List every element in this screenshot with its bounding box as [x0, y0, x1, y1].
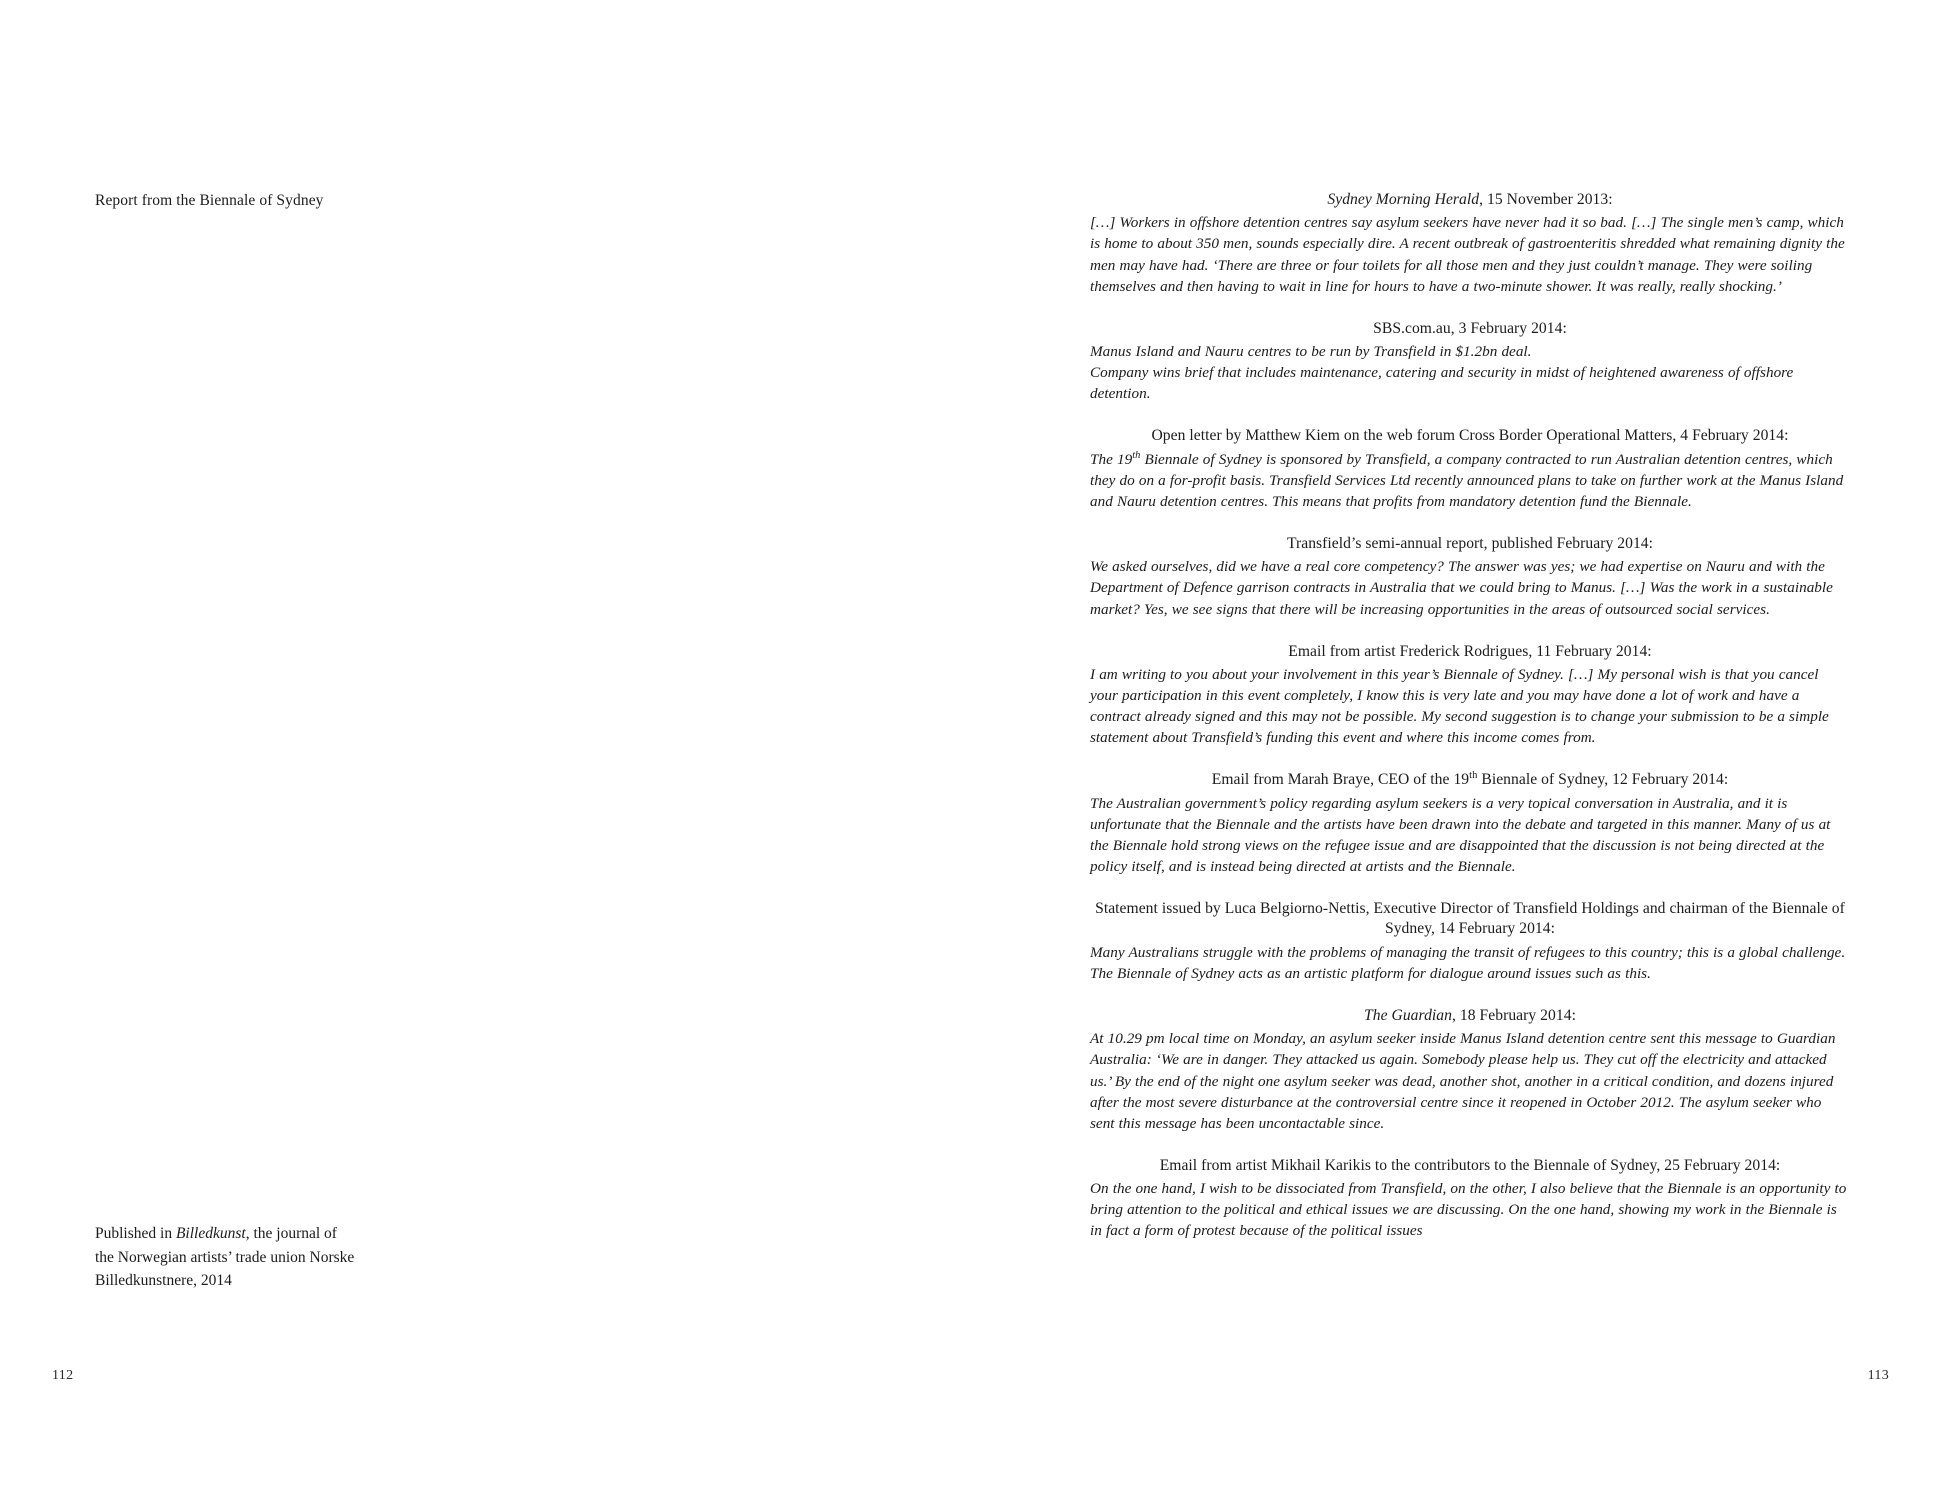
quotation-body: […] Workers in offshore detention centres say asylum seekers have never had it so bad. […] The single men’s camp, which is home to about 350 men, sounds especially dire. A recent outbreak of gastroenteritis shredded what remaining dignity the men may have had. ‘There are three or four toilets for all those men and they just couldn’t manage. They were soiling themselves and then having to wait in line for hours to have a two-minute shower. It was really, really shocking.’ — [1090, 214, 1845, 295]
publication-note-journal: Billedkunst — [175, 1225, 246, 1242]
quotation-body: I am writing to you about your involvement in this year’s Biennale of Sydney. […] My personal wish is that you cancel your participation in this event completely, I know this is very late and you may have done a lot of work and have a contract already signed and this may not be possible. My second suggestion is to change your submission to be a simple statement about Transfield’s funding this event and where this income comes from. — [1090, 665, 1829, 747]
quotation-body: At 10.29 pm local time on Monday, an asylum seeker inside Manus Island detention centre sent this message to Guardian Australia: ‘We are in danger. They attacked us again. Somebody please help us. They cut off the electricity and attacked us.’ By the end of the night one asylum seeker was dead, another shot, another in a critical condition, and dozens injured after the most severe disturbance at the controversial centre since it reopened in October 2012. The asylum seeker who sent this message has been uncontactable since. — [1090, 1030, 1836, 1132]
quotation-source-detail: Email from artist Mikhail Karikis to the contributors to the Biennale of Sydney, 25 February 2014: — [1159, 1156, 1781, 1174]
folio-right: 113 — [1867, 1368, 1889, 1383]
quotation-source-detail: , 15 November 2013: — [1479, 191, 1613, 208]
quotation-body: Manus Island and Nauru centres to be run by Transfield in $1.2bn deal. — [1090, 343, 1532, 361]
quotation-entry — [1090, 1156, 1850, 1242]
publication-note-pre: Published in — [95, 1225, 176, 1242]
quotation-source-detail: Open letter by Matthew Kiem on the web forum Cross Border Operational Matters, 4 February 2014: — [1151, 427, 1789, 445]
quotation-source — [1090, 1156, 1850, 1176]
quotation-source — [1090, 534, 1850, 554]
quotation-body: We asked ourselves, did we have a real core competency? The answer was yes; we had expertise on Nauru and with the Department of Defence garrison contracts in Australia that we could bring to Manus. […] Was the work in a sustainable market? Yes, we see signs that there will be increasing opportunities in the areas of outsourced social services. — [1090, 558, 1833, 618]
quotation-source — [1090, 319, 1850, 339]
ordinal-suffix: th — [1469, 770, 1478, 782]
quotation-source — [1090, 770, 1850, 790]
quotation-source-detail: , 18 February 2014: — [1452, 1007, 1576, 1024]
quotation-entry — [1090, 534, 1850, 620]
quotation-source-detail: Email from artist Frederick Rodrigues, 11 February 2014: — [1288, 642, 1652, 660]
quotation-body: Many Australians struggle with the problems of managing the transit of refugees to this country; this is a global challenge. The Biennale of Sydney acts as an artistic platform for dialogue around issues such as this. — [1090, 943, 1846, 982]
quotation-body: Company wins brief that includes maintenance, catering and security in midst of heightened awareness of offshore detention. — [1090, 364, 1794, 403]
quotation-entry — [1090, 319, 1850, 405]
quotation-entry — [1090, 426, 1850, 512]
quotation-source-title: The Guardian — [1364, 1007, 1452, 1024]
left-page — [0, 0, 970, 1500]
quotation-source-detail: Email from Marah Braye, CEO of the 19th Biennale of Sydney, 12 February 2014: — [1211, 770, 1729, 789]
quotation-entry — [1090, 770, 1850, 877]
quotation-source-detail: Statement issued by Luca Belgiorno-Nettis, Executive Director of Transfield Holdings and chairman of the Biennale of Sydney, 14 February 2014: — [1095, 900, 1845, 938]
quotation-source-detail: Transfield’s semi-annual report, published February 2014: — [1286, 535, 1654, 553]
quotation-entry — [1090, 1006, 1850, 1134]
quotation-source-title: Sydney Morning Herald — [1327, 191, 1480, 208]
publication-note-line2: the Norwegian artists’ trade union Norske — [95, 1248, 355, 1266]
quotation-entry — [1090, 642, 1850, 749]
quotation-entry — [1090, 899, 1850, 984]
quotation-body: On the one hand, I wish to be dissociated from Transfield, on the other, I also believe that the Biennale is an opportunity to bring attention to the political and ethical issues we are discussing. On the one hand, showing my work in the Biennale is in fact a form of protest because of the political issues — [1090, 1180, 1847, 1240]
quotation-source — [1090, 642, 1850, 662]
quotation-entry — [1090, 190, 1850, 297]
quotation-body: The Australian government’s policy regarding asylum seekers is a very topical conversation in Australia, and it is unfortunate that the Biennale and the artists have been drawn into the debate and targeted in this manner. Many of us at the Biennale hold strong views on the refugee issue and are disappointed that the discussion is not being directed at the policy itself, and is instead being directed at artists and the Biennale. — [1090, 794, 1831, 876]
page-title: Report from the Biennale of Sydney — [95, 192, 324, 209]
publication-note-line3: Billedkunstnere, 2014 — [95, 1272, 232, 1290]
quotation-source — [1090, 899, 1850, 940]
quotation-source-detail: SBS.com.au, 3 February 2014: — [1373, 319, 1567, 337]
quotation-source — [1090, 190, 1850, 210]
ordinal-suffix: th — [1132, 449, 1141, 461]
publication-note — [95, 1222, 425, 1293]
quotation-source — [1090, 426, 1850, 446]
quotation-source — [1090, 1006, 1850, 1026]
quotation-body: The 19th Biennale of Sydney is sponsored by Transfield, a company contracted to run Australian detention centres, which they do on a for-profit basis. Transfield Services Ltd recently announced plans to take on further work at the Manus Island and Nauru detention centres. This means that profits from mandatory detention fund the Biennale. — [1090, 449, 1844, 510]
quotation-column — [1090, 190, 1850, 1242]
right-page — [970, 0, 1941, 1500]
publication-note-post: , the journal of — [245, 1225, 337, 1242]
folio-left: 112 — [52, 1368, 74, 1383]
